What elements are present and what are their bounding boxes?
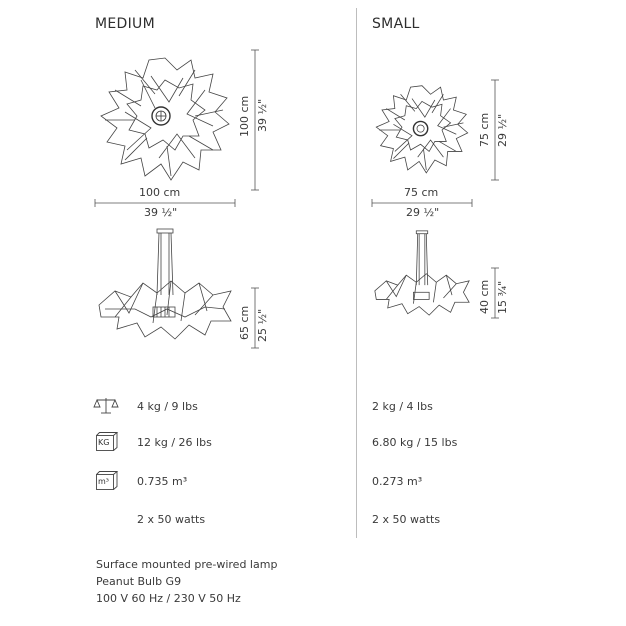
note-mounting: Surface mounted pre-wired lamp [96, 558, 278, 571]
medium-side-view-lamp [95, 225, 235, 345]
medium-side-height-in: 25 ½" [256, 308, 269, 342]
medium-side-height-cm: 65 cm [238, 305, 251, 340]
medium-top-view-lamp [95, 50, 235, 190]
volume-box-icon [96, 471, 116, 489]
small-side-height-cm: 40 cm [478, 279, 491, 314]
gross-weight-box-icon [96, 432, 116, 450]
small-volume: 0.273 m³ [372, 475, 423, 488]
small-power: 2 x 50 watts [372, 513, 441, 526]
medium-volume: 0.735 m³ [137, 475, 188, 488]
medium-power: 2 x 50 watts [137, 513, 206, 526]
small-top-view-lamp [372, 80, 472, 180]
small-side-height-in: 15 ¾" [496, 280, 509, 314]
small-gross-weight: 6.80 kg / 15 lbs [372, 436, 458, 449]
notes [96, 556, 277, 607]
medium-top-width-in: 39 ½" [144, 206, 178, 219]
column-divider [356, 8, 357, 538]
medium-net-weight: 4 kg / 9 lbs [137, 400, 198, 413]
small-top-height-in: 29 ½" [496, 113, 509, 147]
small-top-width-cm: 75 cm [404, 186, 439, 199]
small-side-view-lamp [372, 228, 472, 318]
small-title: SMALL [372, 16, 420, 32]
note-bulb: Peanut Bulb G9 [96, 575, 182, 588]
medium-top-height-in: 39 ½" [256, 98, 269, 132]
medium-gross-weight: 12 kg / 26 lbs [137, 436, 212, 449]
medium-title: MEDIUM [95, 16, 155, 32]
kg-box-label: KG [98, 438, 110, 447]
small-top-height-cm: 75 cm [478, 112, 491, 147]
note-voltage: 100 V 60 Hz / 230 V 50 Hz [96, 592, 241, 605]
medium-top-width-cm: 100 cm [139, 186, 181, 199]
small-top-width-in: 29 ½" [406, 206, 440, 219]
small-net-weight: 2 kg / 4 lbs [372, 400, 433, 413]
scale-icon [94, 396, 118, 416]
m3-box-label: m³ [98, 477, 109, 486]
medium-top-height-cm: 100 cm [238, 95, 251, 137]
